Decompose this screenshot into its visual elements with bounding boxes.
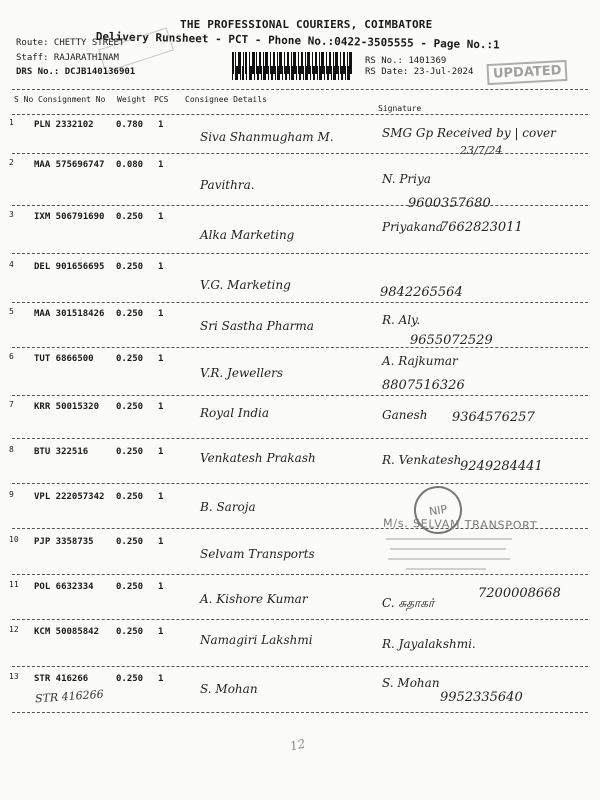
row-weight: 0.250 xyxy=(116,674,144,684)
row-weight: 0.780 xyxy=(116,120,144,130)
row-consignment-no: TUT 6866500 xyxy=(34,354,94,364)
row-pcs: 1 xyxy=(158,582,164,592)
barcode-bottom xyxy=(232,66,352,80)
row-divider xyxy=(12,438,588,439)
row-phone: 9655072529 xyxy=(410,333,493,348)
row-consignment-no: PLN 2332102 xyxy=(34,120,94,130)
row-divider xyxy=(12,347,588,348)
row-pcs: 1 xyxy=(158,402,164,412)
row-consignment-no: MAA 575696747 xyxy=(34,160,105,170)
row-weight: 0.080 xyxy=(116,160,144,170)
row-pcs: 1 xyxy=(158,492,164,502)
row-pcs: 1 xyxy=(158,627,164,637)
row-consignee: Pavithra. xyxy=(200,178,255,192)
row-consignee: V.G. Marketing xyxy=(200,278,291,292)
row-phone: 7662823011 xyxy=(440,220,523,235)
row-signature: R. Aly. xyxy=(382,313,421,327)
route-label: Route: CHETTY STREET xyxy=(16,38,125,48)
row-consignee: Selvam Transports xyxy=(200,547,315,561)
row-signature: R. Jayalakshmi. xyxy=(382,637,476,651)
row-phone: 9364576257 xyxy=(452,410,535,425)
row-pcs: 1 xyxy=(158,674,164,684)
col-header-consignment: Consignment No xyxy=(38,95,106,104)
row-signature: Priyakana xyxy=(382,220,443,234)
runsheet-title-line: Delivery Runsheet - PCT - Phone No.:0422-3505555 - Page No.:1 xyxy=(95,30,500,52)
row-pcs: 1 xyxy=(158,537,164,547)
stamp-address-lines xyxy=(386,533,516,577)
row-consignment-no: VPL 222057342 xyxy=(34,492,105,502)
handwritten-footnote: STR 416266 xyxy=(34,687,105,706)
nip-stamp: NIP xyxy=(411,483,465,537)
row-sno: 8 xyxy=(9,445,14,454)
row-signature: S. Mohan xyxy=(382,676,440,690)
row-consignee: B. Saroja xyxy=(200,500,256,514)
row-weight: 0.250 xyxy=(116,402,144,412)
row-sno: 10 xyxy=(9,535,19,544)
rs-date: RS Date: 23-Jul-2024 xyxy=(365,67,474,77)
row-weight: 0.250 xyxy=(116,492,144,502)
row-consignee: V.R. Jewellers xyxy=(200,366,284,380)
row-weight: 0.250 xyxy=(116,582,144,592)
col-header-signature: Signature xyxy=(378,104,422,113)
row-pcs: 1 xyxy=(158,262,164,272)
row-signature: N. Priya xyxy=(382,172,431,186)
row-sno: 4 xyxy=(9,260,14,269)
row-consignee: Namagiri Lakshmi xyxy=(200,633,313,647)
row-signature: Ganesh xyxy=(382,408,428,422)
row-weight: 0.250 xyxy=(116,354,144,364)
header-top-rule xyxy=(12,89,588,90)
company-title: THE PROFESSIONAL COURIERS, COIMBATORE xyxy=(180,18,433,31)
row-sno: 3 xyxy=(9,210,14,219)
row-consignment-no: PJP 3358735 xyxy=(34,537,94,547)
row-consignee: Venkatesh Prakash xyxy=(200,451,316,465)
row-weight: 0.250 xyxy=(116,627,144,637)
row-divider xyxy=(12,205,588,206)
updated-stamp: UPDATED xyxy=(487,60,568,85)
row-consignment-no: KCM 50085842 xyxy=(34,627,100,637)
row-pcs: 1 xyxy=(158,354,164,364)
rs-number: RS No.: 1401369 xyxy=(365,56,447,66)
row-consignee: Siva Shanmugham M. xyxy=(200,130,334,144)
row-sno: 2 xyxy=(9,158,14,167)
row-pcs: 1 xyxy=(158,447,164,457)
row-weight: 0.250 xyxy=(116,447,144,457)
row-consignment-no: IXM 506791690 xyxy=(34,212,105,222)
row-consignee: S. Mohan xyxy=(200,682,258,696)
row-phone: 9952335640 xyxy=(440,690,523,705)
staff-label: Staff: RAJARATHINAM xyxy=(16,53,119,63)
row-signature: C. சுதாகர் xyxy=(382,596,435,610)
row-consignment-no: MAA 301518426 xyxy=(34,309,105,319)
row-signature: SMG Gp Received by | cover xyxy=(382,126,556,140)
row-divider xyxy=(12,666,588,667)
row-consignment-no: DEL 901656695 xyxy=(34,262,105,272)
row-sno: 7 xyxy=(9,400,14,409)
handwritten-page-mark: 12 xyxy=(288,736,307,754)
row-consignment-no: POL 6632334 xyxy=(34,582,94,592)
col-header-weight: Weight xyxy=(117,95,146,104)
row-divider xyxy=(12,395,588,396)
row-weight: 0.250 xyxy=(116,262,144,272)
row-consignee: Alka Marketing xyxy=(200,228,295,242)
row-divider xyxy=(12,302,588,303)
row-pcs: 1 xyxy=(158,309,164,319)
row-sno: 12 xyxy=(9,625,19,634)
row-divider xyxy=(12,619,588,620)
row-divider xyxy=(12,153,588,154)
row-consignment-no: KRR 50015320 xyxy=(34,402,100,412)
row-divider xyxy=(12,483,588,484)
selvam-transport-stamp: M/s. SELVAM TRANSPORT xyxy=(382,516,538,533)
row-consignee: A. Kishore Kumar xyxy=(200,592,308,606)
row-sno: 11 xyxy=(9,580,19,589)
row-consignee: Royal India xyxy=(200,406,269,420)
row-consignee: Sri Sastha Pharma xyxy=(200,319,314,333)
row-pcs: 1 xyxy=(158,160,164,170)
row-consignment-no: BTU 322516 xyxy=(34,447,89,457)
header-bottom-rule xyxy=(12,114,588,115)
row-divider xyxy=(12,253,588,254)
row-sno: 13 xyxy=(9,672,19,681)
row-phone: 9249284441 xyxy=(460,459,543,474)
row-signature-note: 23/7/24 xyxy=(460,144,503,157)
row-pcs: 1 xyxy=(158,120,164,130)
row-consignment-no: STR 416266 xyxy=(34,674,89,684)
row-sno: 1 xyxy=(9,118,14,127)
row-sno: 9 xyxy=(9,490,14,499)
row-signature: R. Venkatesh xyxy=(382,453,462,467)
row-weight: 0.250 xyxy=(116,309,144,319)
row-signature: A. Rajkumar xyxy=(382,354,458,368)
row-phone: 9842265564 xyxy=(380,285,463,300)
col-header-sno: S No xyxy=(14,95,34,104)
row-pcs: 1 xyxy=(158,212,164,222)
col-header-pcs: PCS xyxy=(154,95,169,104)
row-sno: 6 xyxy=(9,352,14,361)
row-phone: 8807516326 xyxy=(382,378,465,393)
row-sno: 5 xyxy=(9,307,14,316)
row-divider xyxy=(12,712,588,713)
row-weight: 0.250 xyxy=(116,212,144,222)
row-phone: 7200008668 xyxy=(478,586,561,601)
col-header-consignee: Consignee Details xyxy=(185,95,267,104)
row-phone: 9600357680 xyxy=(408,196,491,211)
row-weight: 0.250 xyxy=(116,537,144,547)
drs-number: DRS No.: DCJB140136901 xyxy=(16,67,136,77)
